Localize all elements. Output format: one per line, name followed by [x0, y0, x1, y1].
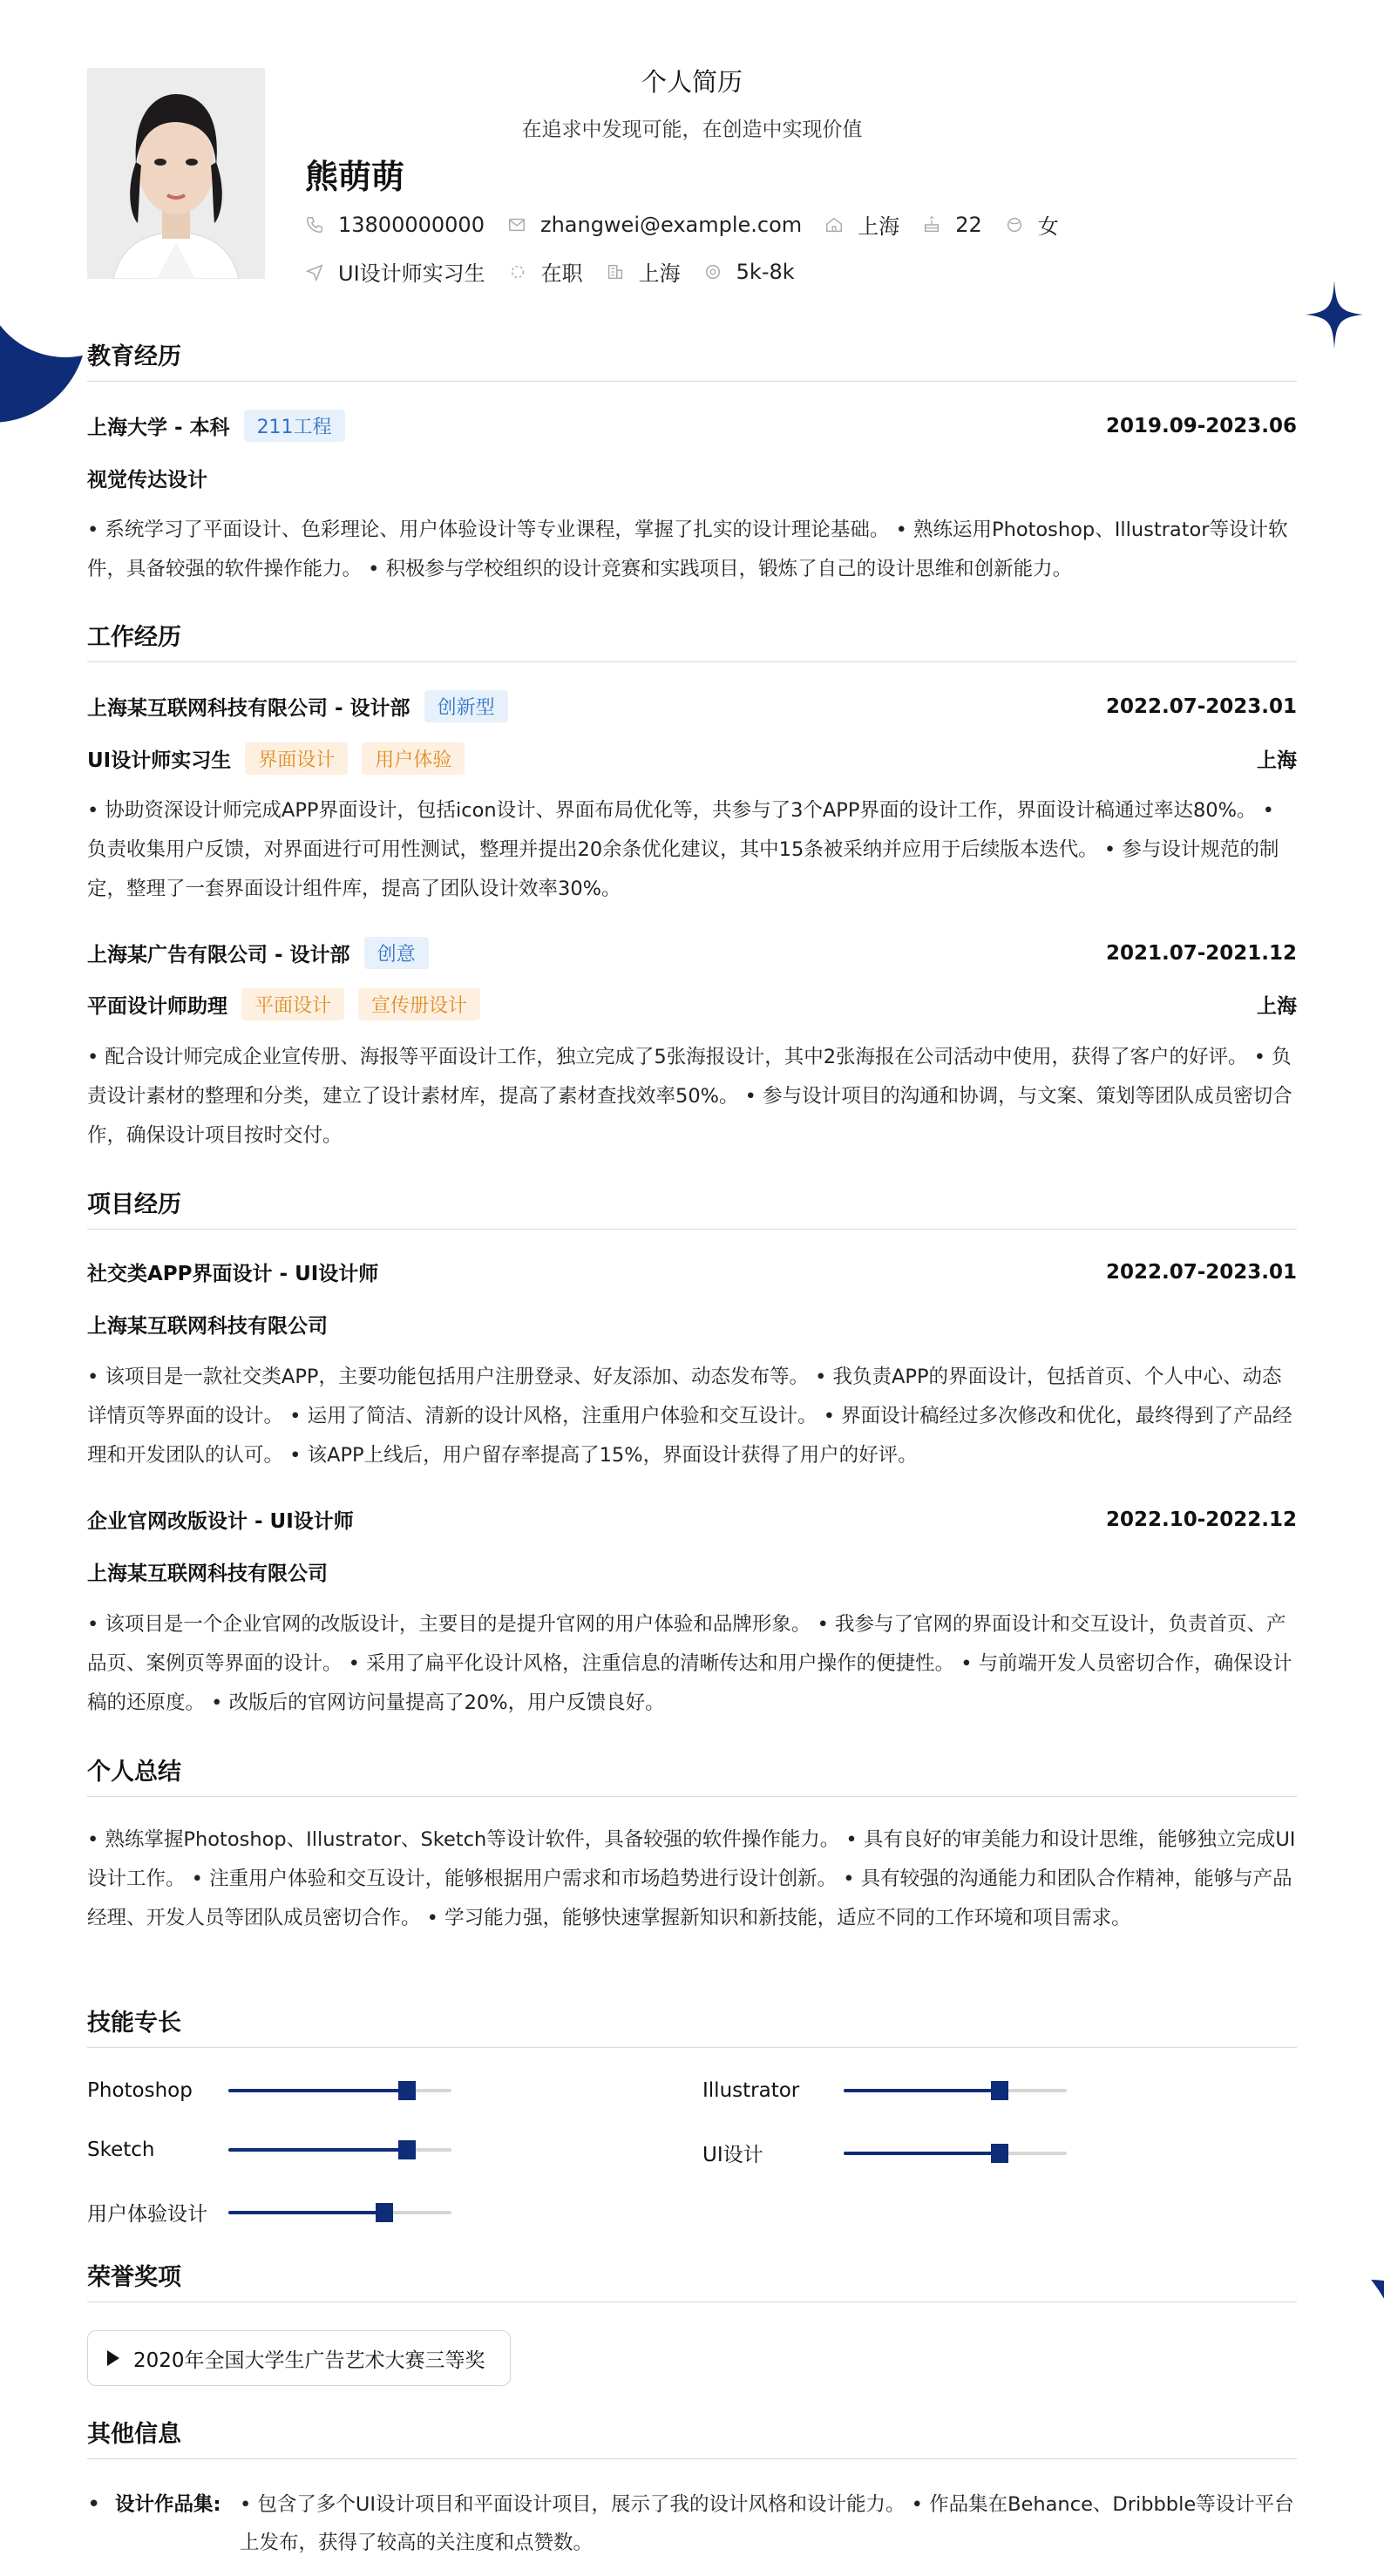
salary-text: 5k-8k [736, 259, 795, 284]
project-company-row [87, 1557, 1297, 1586]
email-item [507, 213, 802, 237]
skill-item [87, 2198, 451, 2227]
school-name: 上海大学 - 本科 [87, 417, 230, 439]
target-city-text: 上海 [638, 261, 681, 286]
education-desc: • 系统学习了平面设计、色彩理论、用户体验设计等专业课程，掌握了扎实的设计理论基础。 • 熟练运用Photoshop、Illustrator等设计软件，具备较强的软件操作能力。 • 积极参与学校组织的设计竞赛和实践项目，锻炼了自己的设计思维和创新能力。 [87, 519, 1288, 580]
work-company-row [87, 937, 1297, 969]
other-text: • 包含了多个UI设计项目和平面设计项目，展示了我的设计风格和设计能力。 • 作品集在Behance、Dribbble等设计平台上发布，获得了较高的关注度和点赞数。 [240, 2493, 1294, 2554]
projects-section [87, 1188, 1297, 1230]
summary-desc: • 熟练掌握Photoshop、Illustrator、Sketch等设计软件，具备较强的软件操作能力。 • 具有良好的审美能力和设计思维，能够独立完成UI设计工作。 • 注重用户体验和交互设计，能够根据用户需求和市场趋势进行设计创新。 • 具有较强的沟通能力和团队合作精神，能够与产品经理、开发人员等团队成员密切合作。 • 学习能力强，能够快速掌握新知识和新技能，适应不同的工作环境和项目需求。 [87, 1828, 1296, 1929]
project-row [87, 1257, 1297, 1286]
other-label: 设计作品集: [115, 2493, 221, 2516]
section-title: 技能专长 [87, 2006, 1297, 2048]
project-date: 2022.07-2023.01 [1105, 1260, 1297, 1284]
email-text: zhangwei@example.com [539, 212, 803, 237]
award-item[interactable] [87, 2330, 511, 2386]
summary-section [87, 1755, 1297, 1797]
job-title-item [305, 256, 485, 287]
major-row [87, 464, 1297, 492]
salary-item [703, 260, 795, 284]
section-title: 工作经历 [87, 620, 1297, 662]
status-item [508, 256, 583, 287]
skill-item [702, 2139, 1067, 2167]
award-text: 2020年全国大学生广告艺术大赛三等奖 [133, 2349, 485, 2372]
other-item [87, 2485, 1297, 2562]
other-section [87, 2417, 1297, 2459]
role-tag: 界面设计 [245, 742, 348, 775]
company-name: 上海某互联网科技有限公司 - 设计部 [87, 697, 410, 720]
school-tag: 211工程 [244, 410, 345, 442]
age-item [922, 213, 982, 237]
work-role-row [87, 988, 1297, 1020]
skill-item [87, 2079, 451, 2102]
skill-name: Sketch [87, 2139, 155, 2161]
status-text: 在职 [540, 261, 583, 286]
work-desc: • 配合设计师完成企业宣传册、海报等平面设计工作，独立完成了5张海报设计，其中2张海报在公司活动中使用，获得了客户的好评。 • 负责设计素材的整理和分类，建立了设计素材库，提高了素材查找效率50%。 • 参与设计项目的沟通和协调，与文案、策划等团队成员密切合作，确保设计项目按时交付。 [87, 1046, 1292, 1147]
work-location: 上海 [1257, 749, 1297, 772]
skill-item [87, 2139, 451, 2161]
work-role-row [87, 742, 1297, 775]
project-name: 社交类APP界面设计 - UI设计师 [87, 1263, 379, 1285]
education-section [87, 340, 1297, 382]
resume-title: 个人简历 [641, 67, 743, 97]
project-row [87, 1505, 1297, 1534]
skill-level-bar [228, 2211, 451, 2214]
contact-row [305, 209, 1082, 240]
city-text: 上海 [858, 214, 900, 239]
role-tag: 平面设计 [241, 988, 344, 1020]
company-tag: 创新型 [424, 690, 508, 722]
work-location: 上海 [1257, 995, 1297, 1018]
company-tag: 创意 [364, 937, 429, 969]
mail-icon [507, 215, 526, 234]
skill-level-fill [228, 2148, 407, 2152]
skill-level-knob [991, 2081, 1008, 2100]
skill-level-bar [228, 2089, 451, 2092]
phone-icon [305, 215, 324, 234]
gender-icon [1005, 215, 1024, 234]
expand-triangle-icon [107, 2350, 119, 2366]
skill-level-knob [376, 2203, 393, 2222]
company-name: 上海某广告有限公司 - 设计部 [87, 944, 350, 966]
skill-level-knob [398, 2140, 416, 2159]
gender-text: 女 [1037, 214, 1059, 239]
project-company: 上海某互联网科技有限公司 [87, 1315, 328, 1338]
skill-item [702, 2079, 1067, 2102]
education-date: 2019.09-2023.06 [1105, 414, 1297, 437]
project-desc: • 该项目是一款社交类APP，主要功能包括用户注册登录、好友添加、动态发布等。 • 我负责APP的界面设计，包括首页、个人中心、动态详情页等界面的设计。 • 运用了简洁、清新的设计风格，注重用户体验和交互设计。 • 界面设计稿经过多次修改和优化，最终得到了产品经理和开发团队的认可。 • 该APP上线后，用户留存率提高了15%，界面设计获得了用户的好评。 [87, 1366, 1292, 1467]
resume-page [87, 0, 1297, 2554]
gender-item [1005, 209, 1059, 240]
role-name: UI设计师实习生 [87, 749, 232, 772]
bullet-icon: • [87, 2491, 101, 2518]
phone-item [305, 213, 485, 237]
slogan: 在追求中发现可能，在创造中实现价值 [521, 119, 863, 141]
skill-level-fill [228, 2089, 407, 2092]
home-icon [824, 215, 844, 234]
sparkle-icon [1306, 281, 1363, 349]
work-company-row [87, 690, 1297, 722]
major-name: 视觉传达设计 [87, 469, 207, 491]
skill-name: UI设计 [702, 2144, 763, 2166]
section-title: 其他信息 [87, 2417, 1297, 2459]
project-company-row [87, 1310, 1297, 1339]
section-title: 个人总结 [87, 1755, 1297, 1797]
skill-level-fill [844, 2152, 1000, 2155]
awards-section [87, 2261, 1297, 2302]
work-section [87, 620, 1297, 662]
project-desc: • 该项目是一个企业官网的改版设计，主要目的是提升官网的用户体验和品牌形象。 • 我参与了官网的界面设计和交互设计，负责首页、产品页、案例页等界面的设计。 • 采用了扁平化设计风格，注重信息的清晰传达和用户操作的便捷性。 • 与前端开发人员密切合作，确保设计稿的还原度。 • 改版后的官网访问量提高了20%，用户反馈良好。 [87, 1613, 1292, 1714]
role-name: 平面设计师助理 [87, 995, 227, 1018]
skill-level-bar [228, 2148, 451, 2152]
work-date: 2021.07-2021.12 [1105, 941, 1297, 965]
skill-level-knob [398, 2081, 416, 2100]
building-icon [606, 262, 625, 281]
avatar [87, 68, 265, 279]
section-title: 荣誉奖项 [87, 2261, 1297, 2302]
skill-level-fill [844, 2089, 1000, 2092]
project-name: 企业官网改版设计 - UI设计师 [87, 1510, 354, 1533]
skill-level-fill [228, 2211, 384, 2214]
section-title: 教育经历 [87, 340, 1297, 382]
education-row [87, 410, 1297, 442]
job-title-text: UI设计师实习生 [338, 261, 485, 286]
cake-icon [922, 215, 941, 234]
project-company: 上海某互联网科技有限公司 [87, 1563, 328, 1585]
candidate-name: 熊萌萌 [305, 158, 405, 196]
city-item [824, 209, 899, 240]
resume-header [87, 0, 1297, 314]
coin-icon [703, 262, 723, 281]
target-city-item [606, 256, 681, 287]
work-desc: • 协助资深设计师完成APP界面设计，包括icon设计、界面布局优化等，共参与了3个APP界面的设计工作，界面设计稿通过率达80%。 • 负责收集用户反馈，对界面进行可用性测试，整理并提出20余条优化建议，其中15条被采纳并应用于后续版本迭代。 • 参与设计规范的制定，整理了一套界面设计组件库，提高了团队设计效率30%。 [87, 799, 1279, 900]
work-date: 2022.07-2023.01 [1105, 695, 1297, 718]
skill-level-knob [991, 2144, 1008, 2163]
phone-text: 13800000000 [338, 212, 485, 237]
role-tag: 宣传册设计 [358, 988, 480, 1020]
skill-level-bar [844, 2089, 1067, 2092]
project-date: 2022.10-2022.12 [1105, 1508, 1297, 1531]
section-title: 项目经历 [87, 1188, 1297, 1230]
send-icon [305, 262, 324, 281]
skill-level-bar [844, 2152, 1067, 2155]
role-tag: 用户体验 [362, 742, 465, 775]
skill-name: Illustrator [702, 2079, 800, 2102]
skills-section [87, 2006, 1297, 2048]
skill-name: Photoshop [87, 2079, 193, 2102]
loading-icon [508, 262, 527, 281]
skill-name: 用户体验设计 [87, 2203, 207, 2226]
job-intent-row [305, 256, 818, 287]
age-text: 22 [955, 212, 982, 237]
